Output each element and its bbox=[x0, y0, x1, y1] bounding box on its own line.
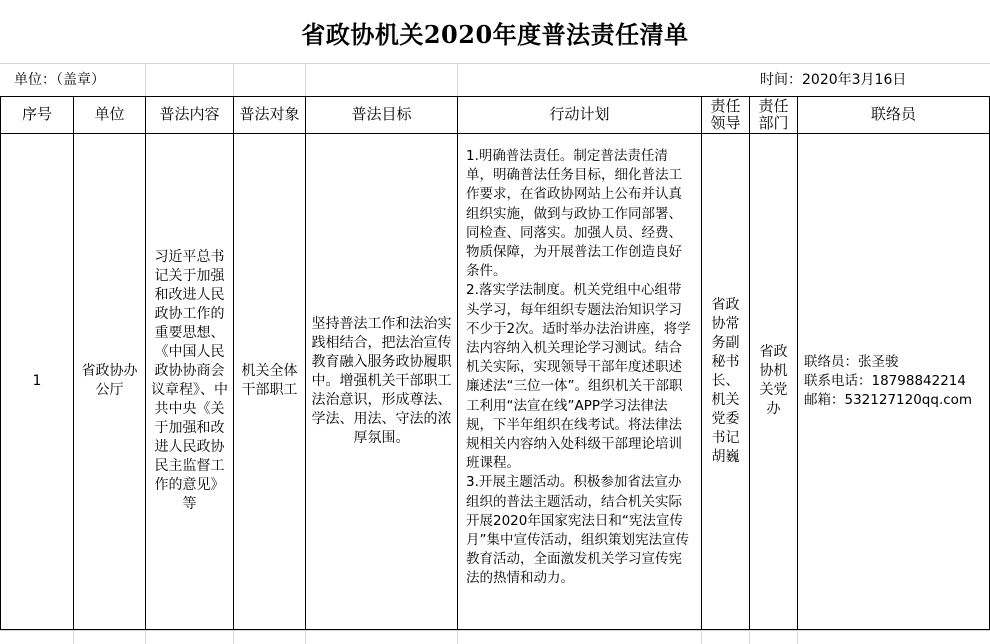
cell-contact bbox=[798, 133, 989, 629]
gridline bbox=[233, 64, 234, 96]
header-unit: 单位 bbox=[94, 105, 125, 123]
cell-unit: 省政协办公厅 bbox=[81, 363, 138, 398]
page-title: 省政协机关2020年度普法责任清单 bbox=[301, 19, 689, 49]
gridline bbox=[0, 630, 990, 631]
contact-email: 邮箱：532127120qq.com bbox=[804, 391, 973, 408]
header-plan: 行动计划 bbox=[549, 105, 610, 123]
gridline bbox=[457, 630, 458, 644]
cell-content: 习近平总书记关于加强和改进人民政协工作的重要思想、《中国人民政协协商会议章程》、中共中央《关于加强和改进人民政协民主监督工作的意见》等 bbox=[151, 249, 228, 512]
cell-goal: 坚持普法工作和法治实践相结合，把法治宣传教育融入服务政协履职中。增强机关干部职工法治意识，形成尊法、学法、用法、守法的浓厚氛围。 bbox=[311, 315, 452, 446]
header-dept: 责任部门 bbox=[758, 96, 789, 132]
gridline bbox=[749, 630, 750, 644]
cell-dept: 省政协机关党办 bbox=[759, 344, 788, 417]
gridline bbox=[233, 630, 234, 644]
cell-leader: 省政协常务副秘书长、机关党委书记胡巍 bbox=[711, 296, 740, 465]
gridline bbox=[701, 630, 702, 644]
plan-item: 3.开展主题活动。积极参加省法宣办组织的普法主题活动，结合机关实际开展2020年国家宪法日和“宪法宣传月”集中宣传活动，组织策划宪法宣传教育活动，全面激发机关学习宣传宪法的热情和动力。 bbox=[466, 474, 689, 587]
gridline bbox=[457, 64, 458, 96]
gridline bbox=[305, 630, 306, 644]
header-goal: 普法目标 bbox=[351, 105, 412, 123]
gridline bbox=[73, 630, 74, 644]
gridline bbox=[145, 630, 146, 644]
header-leader: 责任领导 bbox=[710, 96, 741, 132]
unit-stamp-label: 单位：（盖章） bbox=[14, 72, 105, 88]
contact-name: 联络员：张圣骏 bbox=[804, 353, 899, 370]
header-target: 普法对象 bbox=[239, 105, 300, 123]
cell-target: 机关全体干部职工 bbox=[241, 363, 298, 398]
gridline bbox=[797, 630, 798, 644]
table-border bbox=[0, 629, 990, 630]
cell-plan bbox=[458, 133, 701, 629]
plan-item: 2.落实学法制度。机关党组中心组带头学习，每年组织专题法治知识学习不少于2次。适时举办法治讲座，将学法内容纳入机关理论学习测试。结合机关实际，实现领导干部年度述职述廉述法“三位一体”。组织机关干部职工利用“法宣在线”APP学习法律法规，下半年组织在线考试。将法律法规相关内容纳入处科级干部理论培训班课程。 bbox=[466, 282, 691, 472]
header-content: 普法内容 bbox=[159, 105, 220, 123]
header-seq: 序号 bbox=[21, 105, 52, 123]
contact-phone: 联系电话：18798842214 bbox=[804, 372, 966, 389]
gridline bbox=[305, 64, 306, 96]
cell-seq: 1 bbox=[32, 372, 42, 389]
date-label: 时间：2020年3月16日 bbox=[760, 72, 907, 88]
header-contact: 联络员 bbox=[870, 105, 916, 123]
plan-item: 1.明确普法责任。制定普法责任清单，明确普法任务目标，细化普法工作要求，在省政协网站上公布并认真组织实施，做到与政协工作同部署、同检查、同落实。加强人员、经费、物质保障，为开展普法工作创造良好条件。 bbox=[466, 148, 682, 280]
